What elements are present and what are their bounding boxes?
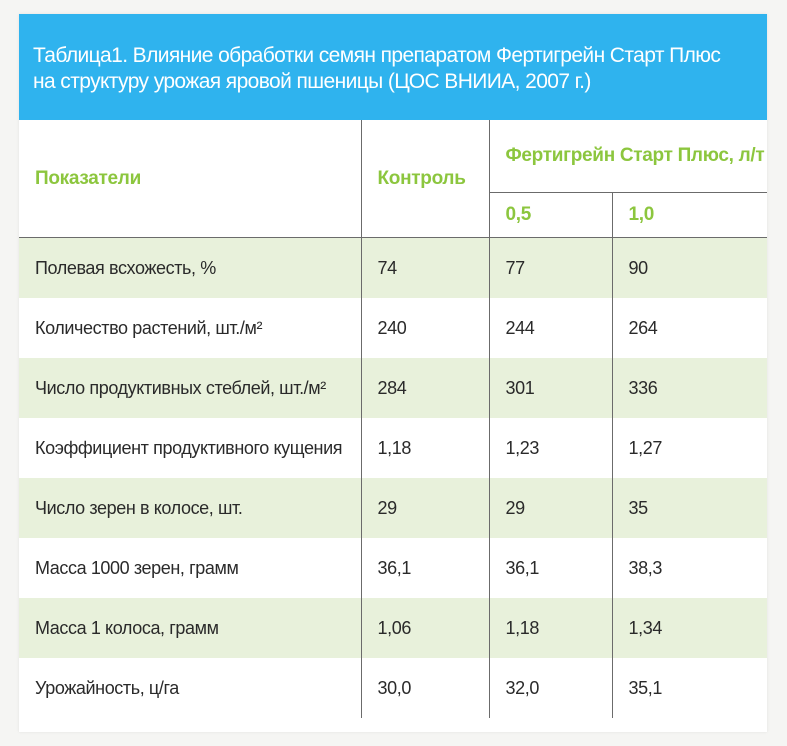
data-table (19, 120, 767, 718)
cell-v1: 1,18 (489, 598, 612, 658)
cell-control: 240 (361, 298, 489, 358)
cell-label: Количество растений, шт./м² (19, 298, 361, 358)
cell-v1: 77 (489, 238, 612, 299)
table-title (19, 14, 767, 120)
table-card (19, 14, 767, 732)
table-row (19, 238, 767, 299)
table-row (19, 358, 767, 418)
cell-label: Масса 1 колоса, грамм (19, 598, 361, 658)
cell-label: Коэффициент продуктивного кущения (19, 418, 361, 478)
cell-v2: 90 (612, 238, 767, 299)
header-product-label: Фертигрейн Старт Плюс, л/т (505, 145, 765, 166)
table-body (19, 238, 767, 719)
cell-label: Масса 1000 зерен, грамм (19, 538, 361, 598)
cell-control: 29 (361, 478, 489, 538)
header-dose-1: 0,5 (489, 193, 612, 238)
cell-label: Полевая всхожесть, % (19, 238, 361, 299)
table-row (19, 418, 767, 478)
table-row (19, 658, 767, 718)
cell-v2: 38,3 (612, 538, 767, 598)
header-product (489, 120, 767, 193)
cell-v1: 32,0 (489, 658, 612, 718)
cell-v1: 244 (489, 298, 612, 358)
cell-label: Число продуктивных стеблей, шт./м² (19, 358, 361, 418)
cell-v2: 35,1 (612, 658, 767, 718)
header-indicators: Показатели (19, 120, 361, 238)
cell-v1: 29 (489, 478, 612, 538)
cell-label: Число зерен в колосе, шт. (19, 478, 361, 538)
table-row (19, 538, 767, 598)
cell-control: 284 (361, 358, 489, 418)
table-row (19, 478, 767, 538)
cell-v1: 1,23 (489, 418, 612, 478)
table-title-line-1: Таблица1. Влияние обработки семян препаратом Фертигрейн Старт Плюс (33, 44, 721, 67)
cell-v2: 35 (612, 478, 767, 538)
table-row (19, 298, 767, 358)
cell-control: 1,06 (361, 598, 489, 658)
cell-control: 1,18 (361, 418, 489, 478)
cell-control: 36,1 (361, 538, 489, 598)
cell-control: 74 (361, 238, 489, 299)
cell-v2: 1,34 (612, 598, 767, 658)
cell-v1: 301 (489, 358, 612, 418)
cell-v2: 264 (612, 298, 767, 358)
cell-control: 30,0 (361, 658, 489, 718)
header-dose-2: 1,0 (612, 193, 767, 238)
cell-v1: 36,1 (489, 538, 612, 598)
header-control: Контроль (361, 120, 489, 238)
cell-v2: 1,27 (612, 418, 767, 478)
table-row (19, 598, 767, 658)
table-header (19, 120, 767, 238)
table-title-line-2: на структуру урожая яровой пшеницы (ЦОС ВНИИА, 2007 г.) (33, 70, 591, 93)
cell-v2: 336 (612, 358, 767, 418)
cell-label: Урожайность, ц/га (19, 658, 361, 718)
